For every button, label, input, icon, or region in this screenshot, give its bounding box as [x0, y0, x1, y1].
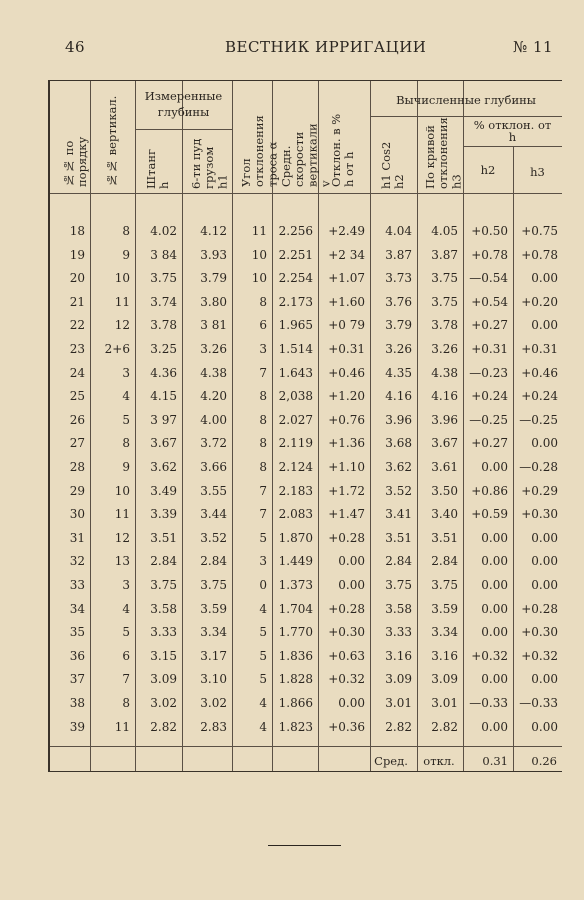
- table-row: [50, 385, 562, 409]
- table-cell: 3.09: [150, 672, 177, 687]
- issue-number: № 11: [513, 38, 554, 56]
- table-cell: +0.24: [521, 389, 558, 404]
- table-cell: +0.54: [471, 294, 508, 309]
- table-cell: 3.51: [385, 530, 412, 545]
- table-cell: 3.75: [150, 578, 177, 592]
- table-cell: 4.15: [150, 389, 177, 404]
- table-cell: 34: [69, 601, 85, 616]
- table-cell: 8: [122, 696, 130, 710]
- table-cell: 25: [69, 389, 85, 404]
- table-cell: 3.87: [385, 247, 412, 262]
- table-cell: 3.51: [150, 530, 177, 545]
- table-row: [50, 598, 562, 622]
- computed-depths-header: Вычисленные глубины: [396, 93, 536, 107]
- table-row: [50, 574, 562, 598]
- table-cell: 1.449: [278, 554, 313, 569]
- table-cell: —0.23: [469, 365, 508, 380]
- header-bottom-rule: [50, 193, 562, 194]
- table-cell: 0.00: [338, 554, 365, 569]
- table-cell: 7: [122, 672, 130, 687]
- table-row: [50, 480, 562, 504]
- table-cell: 3.52: [385, 483, 412, 498]
- table-cell: 3.74: [150, 294, 177, 309]
- table-cell: 7: [259, 483, 267, 498]
- table-cell: 5: [259, 672, 267, 687]
- table-cell: 10: [114, 483, 130, 498]
- table-cell: 2.84: [200, 554, 227, 569]
- table-row: [50, 432, 562, 456]
- table-cell: +0.30: [521, 625, 558, 640]
- table-cell: 0.00: [531, 672, 558, 687]
- table-cell: 3.09: [385, 672, 412, 687]
- table-cell: —0.54: [469, 271, 508, 286]
- col-header-vertical: №№ вертикал.: [105, 95, 119, 187]
- table-cell: 26: [69, 412, 85, 427]
- footer-avg-h3: 0.26: [531, 754, 557, 768]
- table-cell: +0.28: [328, 601, 365, 616]
- footer-label-dev: откл.: [423, 754, 455, 768]
- table-row: [50, 692, 562, 716]
- table-cell: 3.52: [200, 530, 227, 545]
- data-table: [48, 80, 562, 772]
- table-cell: 3.51: [431, 530, 458, 545]
- table-cell: 21: [69, 294, 85, 309]
- table-cell: 0.00: [481, 530, 508, 545]
- table-cell: 24: [69, 365, 85, 380]
- table-cell: 2.027: [278, 412, 313, 427]
- table-cell: 10: [251, 247, 267, 262]
- table-cell: +0.30: [521, 507, 558, 522]
- table-cell: 4.35: [385, 365, 412, 380]
- table-cell: 8: [122, 436, 130, 451]
- table-cell: 3.34: [431, 625, 458, 640]
- table-cell: 9: [122, 460, 130, 474]
- table-cell: 11: [114, 294, 130, 309]
- table-cell: 6: [122, 648, 130, 663]
- table-cell: +0.78: [471, 247, 508, 262]
- table-cell: 0.00: [338, 696, 365, 710]
- table-cell: 6: [259, 318, 267, 333]
- table-cell: +0.29: [521, 483, 558, 498]
- table-cell: 0.00: [481, 460, 508, 474]
- table-cell: 2.84: [385, 554, 412, 569]
- group-rule: [135, 129, 232, 130]
- table-cell: +0.46: [521, 365, 558, 380]
- table-cell: 5: [259, 648, 267, 663]
- table-cell: 4: [122, 601, 130, 616]
- table-row: [50, 456, 562, 480]
- table-cell: 2.82: [150, 719, 177, 734]
- table-cell: 20: [69, 271, 85, 286]
- table-cell: +0.76: [328, 412, 365, 427]
- table-cell: 3.75: [200, 578, 227, 592]
- table-cell: +1.47: [328, 507, 365, 522]
- table-cell: 2.83: [200, 719, 227, 734]
- table-cell: +0.78: [521, 247, 558, 262]
- table-cell: 4.02: [150, 224, 177, 238]
- table-cell: +0.32: [328, 672, 365, 687]
- table-cell: 5: [122, 412, 130, 427]
- table-cell: +1.36: [328, 436, 365, 451]
- table-cell: 3.72: [200, 436, 227, 451]
- table-cell: 3.59: [431, 601, 458, 616]
- table-cell: 3.34: [200, 625, 227, 640]
- table-cell: 1.514: [278, 342, 313, 356]
- table-cell: 7: [259, 507, 267, 522]
- table-cell: +0.31: [521, 342, 558, 356]
- table-cell: 13: [114, 554, 130, 569]
- table-row: [50, 220, 562, 244]
- table-cell: 4.38: [431, 365, 458, 380]
- table-cell: 3.87: [431, 247, 458, 262]
- table-cell: 1.866: [278, 696, 313, 710]
- table-cell: 2.119: [278, 436, 313, 451]
- journal-title: ВЕСТНИК ИРРИГАЦИИ: [225, 38, 427, 56]
- table-cell: 3: [259, 342, 267, 356]
- table-cell: 3: [259, 554, 267, 569]
- table-cell: 2.251: [278, 247, 313, 262]
- table-cell: 3.16: [431, 648, 458, 663]
- table-cell: 3.59: [200, 601, 227, 616]
- table-row: [50, 362, 562, 386]
- table-row: [50, 267, 562, 291]
- table-cell: 3.96: [431, 412, 458, 427]
- page-number: 46: [65, 38, 86, 56]
- table-cell: +1.10: [328, 460, 365, 474]
- table-cell: 3 97: [150, 412, 177, 427]
- table-cell: 3.02: [200, 696, 227, 710]
- table-cell: 0.00: [531, 318, 558, 333]
- table-cell: 3.33: [150, 625, 177, 640]
- table-row: [50, 338, 562, 362]
- table-cell: —0.28: [519, 460, 558, 474]
- table-cell: 11: [251, 224, 267, 238]
- table-cell: 1.770: [278, 625, 313, 640]
- col-header-velocity: Средн. скорости вертикали v: [279, 123, 333, 187]
- table-cell: 3.76: [385, 294, 412, 309]
- table-cell: 3.67: [431, 436, 458, 451]
- col-header-deviation: Отклон. в % h от h: [329, 113, 357, 187]
- table-cell: 1.965: [278, 318, 313, 333]
- table-cell: 0.00: [531, 554, 558, 569]
- table-cell: 4.20: [200, 389, 227, 404]
- table-cell: —0.25: [519, 412, 558, 427]
- table-cell: 0.00: [338, 578, 365, 592]
- col-header-rod: Штанг h: [144, 148, 172, 189]
- table-cell: 3.02: [150, 696, 177, 710]
- group-rule: [370, 116, 562, 117]
- table-cell: 33: [69, 578, 85, 592]
- table-cell: 4.00: [200, 412, 227, 427]
- table-cell: 3.39: [150, 507, 177, 522]
- table-cell: 2.84: [150, 554, 177, 569]
- table-cell: 3.96: [385, 412, 412, 427]
- table-row: [50, 409, 562, 433]
- table-cell: 2.256: [278, 224, 313, 238]
- table-cell: 0.00: [481, 625, 508, 640]
- table-row: [50, 716, 562, 740]
- table-cell: +0.20: [521, 294, 558, 309]
- table-cell: 11: [114, 507, 130, 522]
- table-cell: 3.75: [385, 578, 412, 592]
- table-row: [50, 550, 562, 574]
- table-cell: 3.73: [385, 271, 412, 286]
- table-cell: 3.49: [150, 483, 177, 498]
- table-cell: 10: [114, 271, 130, 286]
- table-cell: +1.07: [328, 271, 365, 286]
- table-row: [50, 668, 562, 692]
- table-cell: 2.124: [278, 460, 313, 474]
- table-cell: 19: [69, 247, 85, 262]
- table-cell: 2,038: [278, 389, 313, 404]
- table-cell: 3.01: [431, 696, 458, 710]
- table-cell: +0.31: [471, 342, 508, 356]
- table-cell: 5: [122, 625, 130, 640]
- table-cell: 12: [114, 318, 130, 333]
- table-row: [50, 244, 562, 268]
- table-cell: 10: [251, 271, 267, 286]
- col-header-weight: 6-ти пуд грузом h1: [189, 138, 230, 189]
- table-cell: 1.828: [278, 672, 313, 687]
- table-cell: 3.16: [385, 648, 412, 663]
- table-cell: 0.00: [531, 719, 558, 734]
- table-cell: 3.75: [150, 271, 177, 286]
- table-cell: +0.75: [521, 224, 558, 238]
- table-cell: 3.75: [431, 294, 458, 309]
- table-cell: 4.16: [431, 389, 458, 404]
- table-cell: 1.823: [278, 719, 313, 734]
- table-cell: 35: [69, 625, 85, 640]
- table-cell: 2.82: [431, 719, 458, 734]
- group-rule: [463, 146, 562, 147]
- col-header-angle: Угол отклонения троса α: [239, 115, 280, 187]
- table-cell: 0.00: [531, 436, 558, 451]
- table-cell: 4.04: [385, 224, 412, 238]
- table-cell: 2.183: [278, 483, 313, 498]
- table-cell: 4.38: [200, 365, 227, 380]
- table-row: [50, 291, 562, 315]
- measured-depths-header: Измеренные глубины: [144, 89, 223, 119]
- table-cell: 30: [69, 507, 85, 522]
- table-cell: 9: [122, 247, 130, 262]
- table-cell: 39: [69, 719, 85, 734]
- table-cell: 3.79: [200, 271, 227, 286]
- table-cell: 4.05: [431, 224, 458, 238]
- table-cell: 2.84: [431, 554, 458, 569]
- table-cell: 3.15: [150, 648, 177, 663]
- table-cell: 0.00: [481, 672, 508, 687]
- table-cell: 1.870: [278, 530, 313, 545]
- table-cell: 4.16: [385, 389, 412, 404]
- footer-avg-h2: 0.31: [482, 754, 508, 768]
- table-cell: +0 79: [328, 318, 365, 333]
- table-cell: 12: [114, 530, 130, 545]
- table-row: [50, 527, 562, 551]
- table-cell: 0.00: [531, 271, 558, 286]
- table-cell: +0.59: [471, 507, 508, 522]
- table-cell: +0.28: [328, 530, 365, 545]
- table-cell: 3.75: [431, 578, 458, 592]
- table-cell: 2+6: [104, 342, 130, 356]
- table-cell: 8: [259, 412, 267, 427]
- table-cell: 29: [69, 483, 85, 498]
- table-cell: +0.50: [471, 224, 508, 238]
- table-cell: 3.26: [385, 342, 412, 356]
- footer-rule: [50, 746, 562, 747]
- pct-deviation-header: % отклон. от h: [473, 118, 552, 145]
- table-cell: +1.60: [328, 294, 365, 309]
- table-cell: 3 84: [150, 247, 177, 262]
- table-cell: 4: [259, 719, 267, 734]
- table-cell: 3.33: [385, 625, 412, 640]
- table-row: [50, 621, 562, 645]
- table-cell: 3.78: [150, 318, 177, 333]
- table-cell: +0.24: [471, 389, 508, 404]
- table-cell: 7: [259, 365, 267, 380]
- table-cell: 3: [122, 365, 130, 380]
- table-cell: 8: [259, 436, 267, 451]
- table-cell: 5: [259, 625, 267, 640]
- table-cell: 4: [259, 696, 267, 710]
- table-row: [50, 314, 562, 338]
- table-cell: +0.46: [328, 365, 365, 380]
- table-cell: 0: [259, 578, 267, 592]
- table-cell: 0.00: [481, 578, 508, 592]
- table-cell: —0.33: [519, 696, 558, 710]
- footer-rule-line: [268, 845, 341, 846]
- table-cell: 1.643: [278, 365, 313, 380]
- table-cell: 3.01: [385, 696, 412, 710]
- table-cell: 3.61: [431, 460, 458, 474]
- table-cell: 8: [259, 294, 267, 309]
- table-cell: 3.17: [200, 648, 227, 663]
- table-cell: 3.26: [431, 342, 458, 356]
- table-cell: 3.62: [150, 460, 177, 474]
- table-cell: 28: [69, 460, 85, 474]
- table-cell: 27: [69, 436, 85, 451]
- table-cell: 3.26: [200, 342, 227, 356]
- table-cell: +1.72: [328, 483, 365, 498]
- table-cell: 3.58: [150, 601, 177, 616]
- table-cell: 8: [259, 389, 267, 404]
- table-cell: 3.80: [200, 294, 227, 309]
- table-cell: 0.00: [481, 554, 508, 569]
- col-header-order: №№ по порядку: [62, 136, 90, 187]
- table-cell: 3.25: [150, 342, 177, 356]
- table-cell: 3.10: [200, 672, 227, 687]
- table-cell: +0.63: [328, 648, 365, 663]
- table-cell: 2.083: [278, 507, 313, 522]
- table-cell: 3: [122, 578, 130, 592]
- table-cell: 2.254: [278, 271, 313, 286]
- table-cell: +0.30: [328, 625, 365, 640]
- table-cell: —0.33: [469, 696, 508, 710]
- table-cell: 36: [69, 648, 85, 663]
- table-cell: 4.36: [150, 365, 177, 380]
- table-cell: 0.00: [481, 601, 508, 616]
- table-cell: 3.62: [385, 460, 412, 474]
- table-cell: 2.173: [278, 294, 313, 309]
- table-cell: 11: [114, 719, 130, 734]
- table-cell: 1.704: [278, 601, 313, 616]
- table-cell: 3.50: [431, 483, 458, 498]
- table-cell: +0.32: [471, 648, 508, 663]
- table-cell: 38: [69, 696, 85, 710]
- table-cell: 8: [259, 460, 267, 474]
- table-cell: 1.373: [278, 578, 313, 592]
- table-cell: 5: [259, 530, 267, 545]
- table-cell: 37: [69, 672, 85, 687]
- table-cell: 3.44: [200, 507, 227, 522]
- table-cell: 3.75: [431, 271, 458, 286]
- table-cell: 1.836: [278, 648, 313, 663]
- table-cell: +2 34: [328, 247, 365, 262]
- table-cell: +1.20: [328, 389, 365, 404]
- table-cell: +0.27: [471, 436, 508, 451]
- table-cell: 3.58: [385, 601, 412, 616]
- table-cell: 18: [69, 224, 85, 238]
- table-row: [50, 503, 562, 527]
- table-cell: +2.49: [328, 224, 365, 238]
- table-cell: 4: [122, 389, 130, 404]
- col-header-h2: h1 Cos2 h2: [379, 141, 407, 189]
- table-cell: 8: [122, 224, 130, 238]
- table-cell: 3.79: [385, 318, 412, 333]
- table-cell: 3.67: [150, 436, 177, 451]
- col-header-pct-h3: h3: [530, 165, 545, 179]
- table-cell: 22: [69, 318, 85, 333]
- table-cell: 3.40: [431, 507, 458, 522]
- table-cell: +0.28: [521, 601, 558, 616]
- table-cell: 4: [259, 601, 267, 616]
- col-header-pct-h2: h2: [480, 163, 496, 177]
- table-cell: 31: [69, 530, 85, 545]
- table-cell: 23: [69, 342, 85, 356]
- footer-label-avg: Сред.: [374, 754, 408, 768]
- table-cell: 3.41: [385, 507, 412, 522]
- table-cell: —0.25: [469, 412, 508, 427]
- table-cell: 2.82: [385, 719, 412, 734]
- table-cell: 32: [69, 554, 85, 569]
- table-cell: +0.36: [328, 719, 365, 734]
- table-row: [50, 645, 562, 669]
- table-cell: 3 81: [200, 318, 227, 333]
- table-cell: 3.68: [385, 436, 412, 451]
- table-cell: 0.00: [481, 719, 508, 734]
- table-cell: 0.00: [531, 578, 558, 592]
- table-cell: +0.31: [328, 342, 365, 356]
- table-cell: +0.27: [471, 318, 508, 333]
- table-cell: 3.09: [431, 672, 458, 687]
- col-header-h3: По кривой отклонения h3: [423, 117, 464, 189]
- table-cell: 0.00: [531, 530, 558, 545]
- table-cell: 3.66: [200, 460, 227, 474]
- table-cell: +0.86: [471, 483, 508, 498]
- table-cell: +0.32: [521, 648, 558, 663]
- table-cell: 3.55: [200, 483, 227, 498]
- table-cell: 3.93: [200, 247, 227, 262]
- table-cell: 4.12: [200, 224, 227, 238]
- table-cell: 3.78: [431, 318, 458, 333]
